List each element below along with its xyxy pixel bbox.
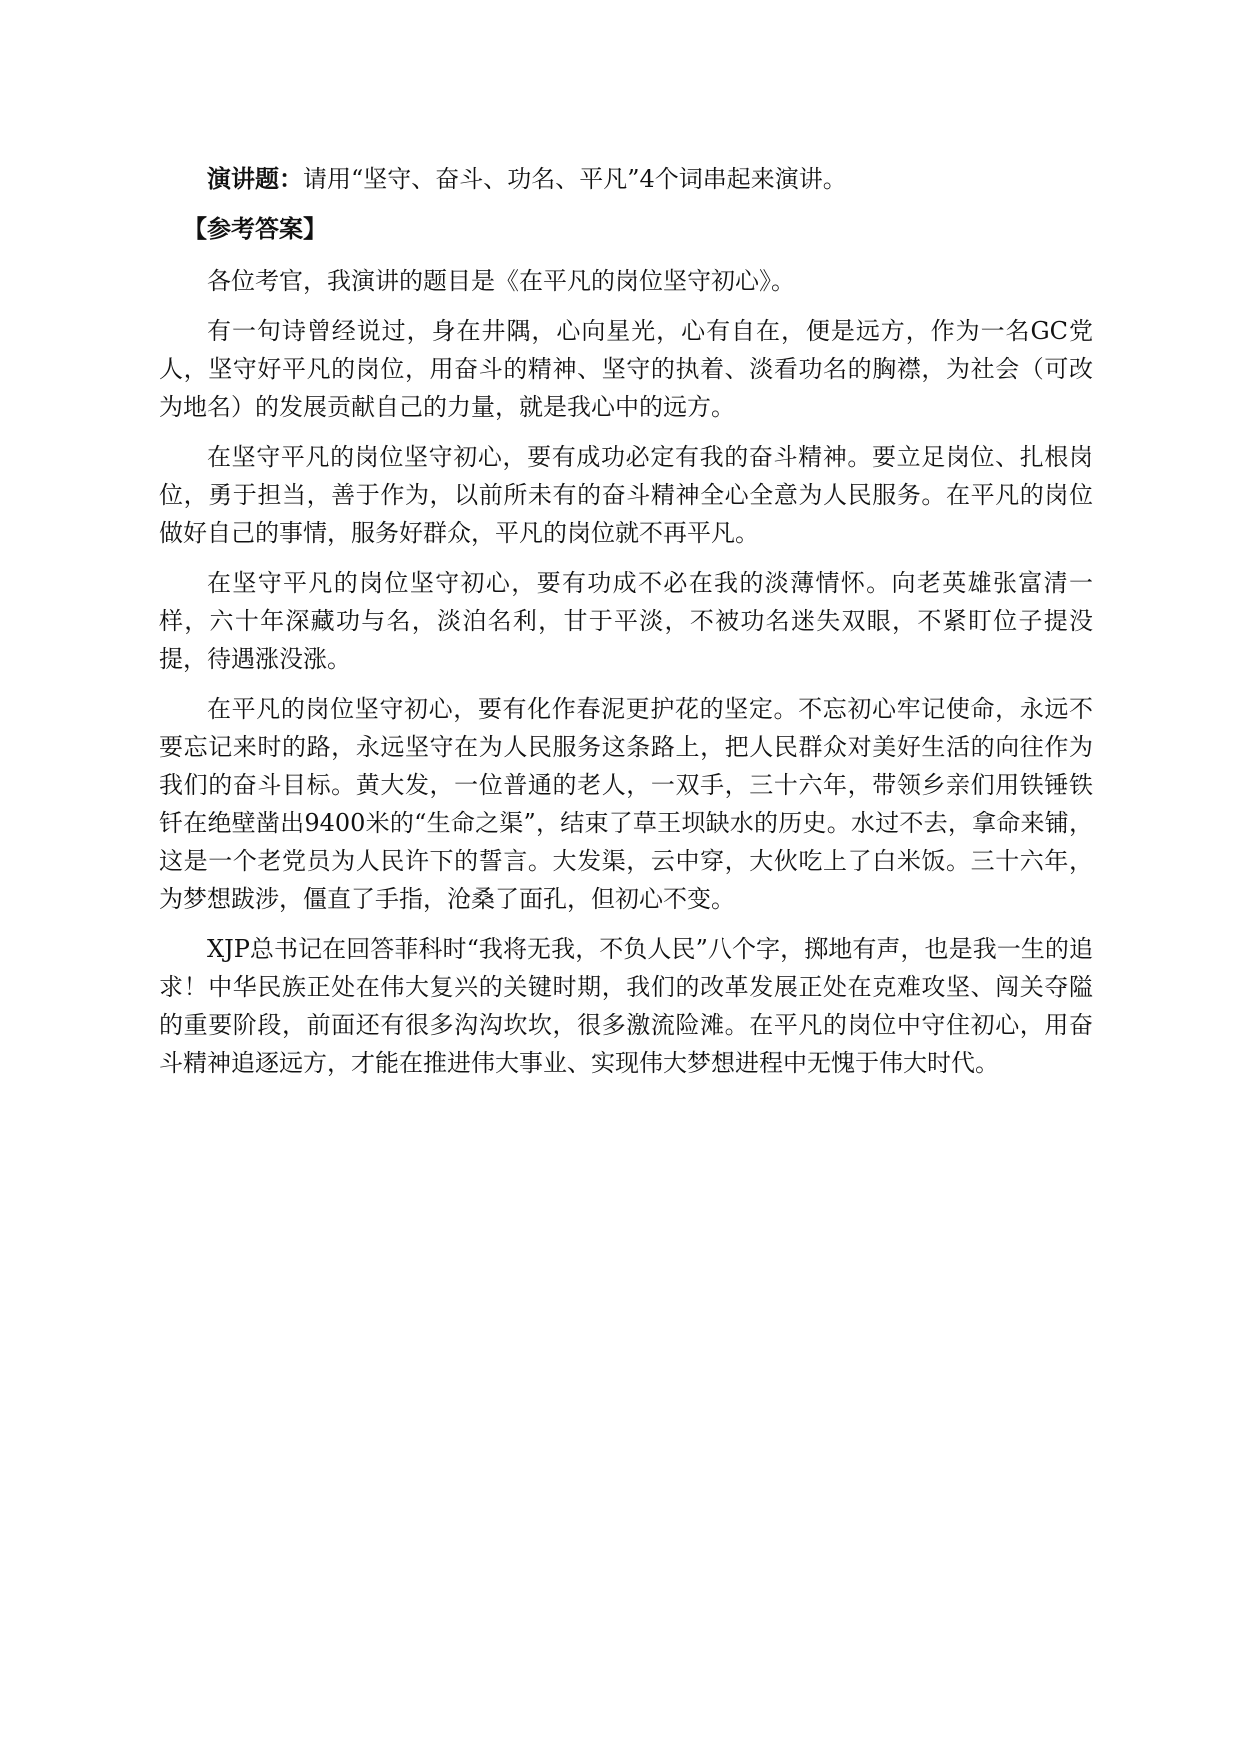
answer-heading: 【参考答案】 [183,214,327,243]
speech-question [159,160,1093,198]
paragraph-poem: 有一句诗曾经说过，身在井隅，心向星光，心有自在，便是远方，作为一名GC党人，坚守好平凡的岗位，用奋斗的精神、坚守的执着、淡看功名的胸襟，为社会（可改为地名）的发展贡献自己的力量，就是我心中的远方。 [159,317,1093,421]
question-label: 演讲题： [207,164,303,193]
paragraph-struggle: 在坚守平凡的岗位坚守初心，要有成功必定有我的奋斗精神。要立足岗位、扎根岗位，勇于担当，善于作为，以前所未有的奋斗精神全心全意为人民服务。在平凡的岗位做好自己的事情，服务好群众，平凡的岗位就不再平凡。 [159,443,1093,547]
paragraph-dedication: 在平凡的岗位坚守初心，要有化作春泥更护花的坚定。不忘初心牢记使命，永远不要忘记来时的路，永远坚守在为人民服务这条路上，把人民群众对美好生活的向往作为我们的奋斗目标。黄大发，一位普通的老人，一双手，三十六年，带领乡亲们用铁锤铁钎在绝壁凿出9400米的“生命之渠”，结束了草王坝缺水的历史。水过不去，拿命来铺，这是一个老党员为人民许下的誓言。大发渠，云中穿，大伙吃上了白米饭。三十六年，为梦想跋涉，僵直了手指，沧桑了面孔，但初心不变。 [159,695,1093,913]
document-body [159,160,1093,1094]
paragraph-intro: 各位考官，我演讲的题目是《在平凡的岗位坚守初心》。 [207,267,795,295]
paragraph-conclusion: XJP总书记在回答菲科时“我将无我，不负人民”八个字，掷地有声，也是我一生的追求！中华民族正处在伟大复兴的关键时期，我们的改革发展正处在克难攻坚、闯关夺隘的重要阶段，前面还有很多沟沟坎坎，很多激流险滩。在平凡的岗位中守住初心，用奋斗精神追逐远方，才能在推进伟大事业、实现伟大梦想进程中无愧于伟大时代。 [159,935,1093,1077]
paragraph-fame: 在坚守平凡的岗位坚守初心，要有功成不必在我的淡薄情怀。向老英雄张富清一样，六十年深藏功与名，淡泊名利，甘于平淡，不被功名迷失双眼，不紧盯位子提没提，待遇涨没涨。 [159,569,1093,673]
question-text: 请用“坚守、奋斗、功名、平凡”4个词串起来演讲。 [303,165,847,193]
